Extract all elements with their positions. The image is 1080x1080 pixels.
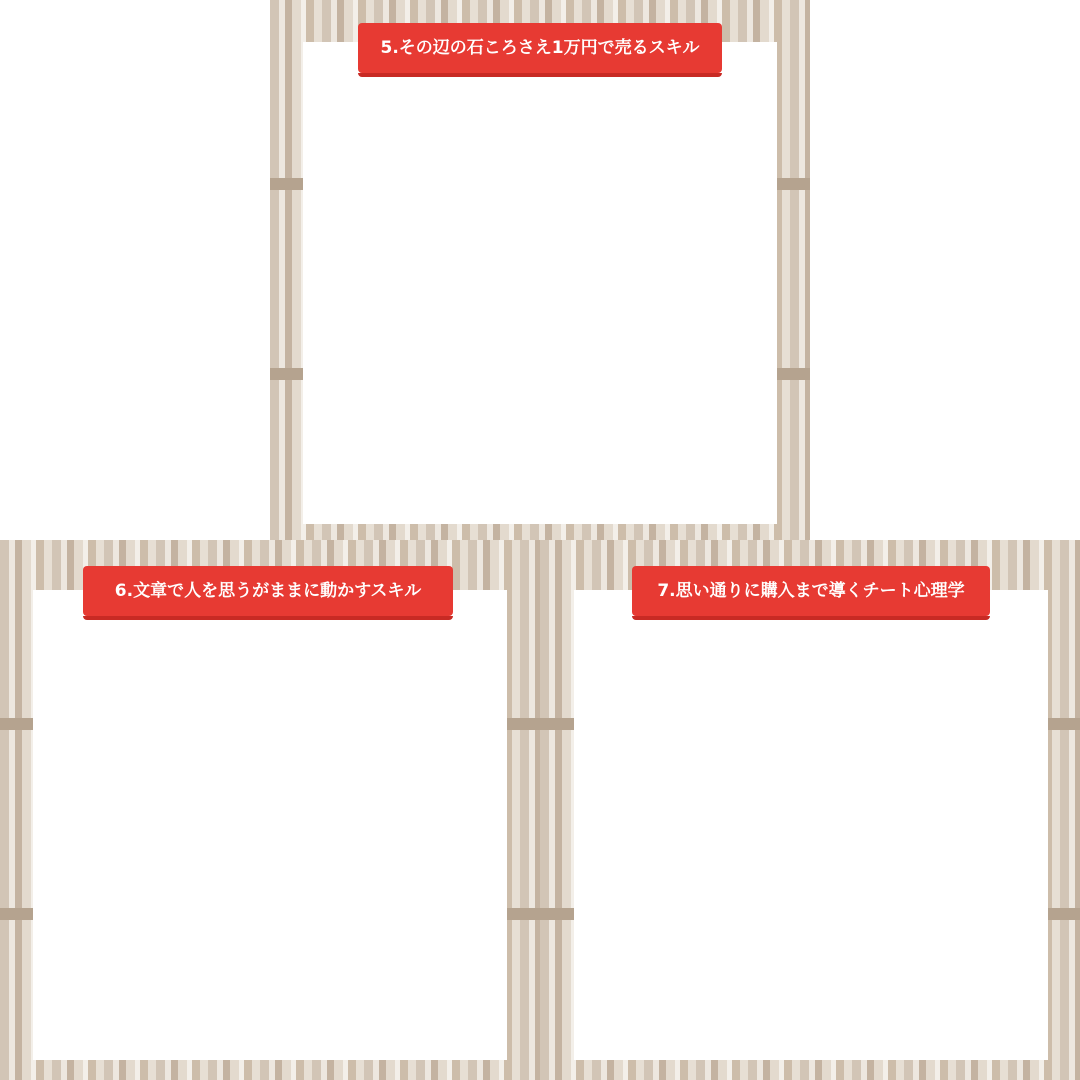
- panel-6-title: 6.文章で人を思うがままに動かすスキル: [83, 566, 453, 616]
- panel-7-title: 7.思い通りに購入まで導くチート心理学: [632, 566, 990, 616]
- panel-7-card: [574, 590, 1048, 1060]
- panel-5-card: [303, 42, 777, 524]
- panel-6-card: [33, 590, 507, 1060]
- panel-5-title: 5.その辺の石ころさえ1万円で売るスキル: [358, 23, 722, 73]
